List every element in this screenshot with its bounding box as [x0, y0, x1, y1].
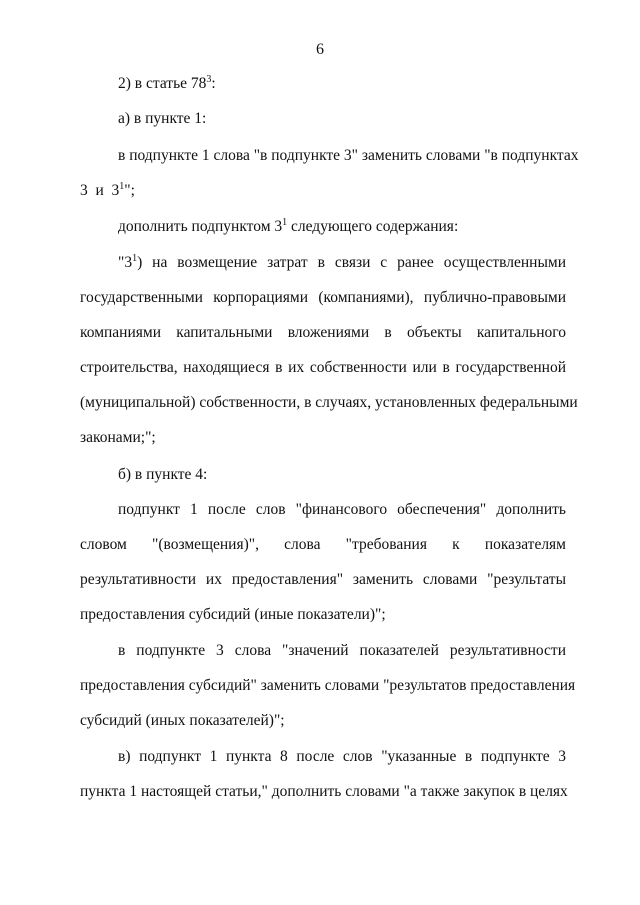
subsection-b-heading: б) в пункте 4:: [118, 466, 208, 483]
paragraph-line: дополнить подпунктом $3^1$ следующего содержания:: [118, 217, 459, 235]
paragraph-line: субсидий (иных показателей)";: [80, 712, 285, 729]
subsection-a-heading: а) в пункте 1:: [118, 110, 207, 127]
paragraph-line: законами;";: [80, 429, 156, 446]
paragraph-line: строительства, находящиеся в их собственности или в государственной: [80, 359, 566, 376]
paragraph-line: (муниципальной) собственности, в случаях, установленных федеральными: [80, 394, 578, 411]
paragraph-line: пункта 1 настоящей статьи," дополнить словами "а также закупок в целях: [80, 783, 568, 800]
paragraph-line: в подпункте 1 слова "в подпункте 3" заменить словами "в подпунктах: [118, 147, 579, 164]
subsection-v-line: в) подпункт 1 пункта 8 после слов "указанные в подпункте 3: [118, 748, 566, 765]
paragraph-line: предоставления субсидий" заменить словами "результатов предоставления: [80, 677, 576, 694]
paragraph-line: компаниями капитальными вложениями в объекты капитального: [80, 324, 566, 341]
paragraph-line: 3 и $3^1$";: [80, 181, 135, 199]
paragraph-line: государственными корпорациями (компаниями), публично-правовыми: [80, 289, 566, 306]
paragraph-line: словом "(возмещения)", слова "требования к показателям: [80, 536, 566, 553]
page-number: 6: [316, 41, 324, 58]
paragraph-line: "$3^1$) на возмещение затрат в связи с ранее осуществленными: [118, 253, 566, 271]
article-amendment-heading: 2) в статье $78^3$:: [118, 74, 216, 92]
paragraph-line: результативности их предоставления" заменить словами "результаты: [80, 571, 566, 588]
paragraph-line: подпункт 1 после слов "финансового обеспечения" дополнить: [118, 501, 566, 518]
paragraph-line: предоставления субсидий (иные показатели)";: [80, 606, 386, 623]
paragraph-line: в подпункте 3 слова "значений показателей результативности: [118, 642, 566, 659]
